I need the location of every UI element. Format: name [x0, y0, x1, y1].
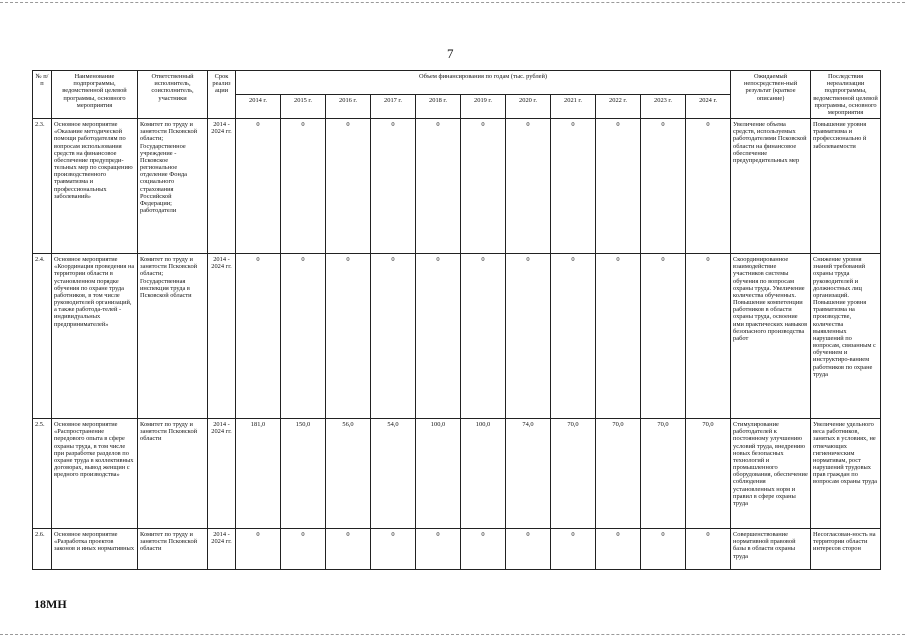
row-value: 0	[596, 529, 641, 570]
row-responsible: Комитет по труду и занятости Псковской области; Государственное учреждение - Псковское региональное отделение Фонда социального страхования Российской Федерации; работодатели	[138, 119, 208, 254]
table-row	[33, 529, 881, 570]
row-value: 0	[281, 254, 326, 419]
table-row	[33, 119, 881, 254]
row-value: 56,0	[326, 419, 371, 529]
table-row	[33, 419, 881, 529]
table-row	[33, 254, 881, 419]
row-value: 181,0	[236, 419, 281, 529]
row-value: 0	[641, 529, 686, 570]
header-num: № п/п	[33, 71, 52, 119]
header-year: 2016 г.	[326, 95, 371, 119]
row-value: 0	[326, 254, 371, 419]
row-value: 0	[281, 119, 326, 254]
footer-code: 18МН	[34, 597, 67, 611]
row-consequences: Снижение уровня знаний требований охраны труда руководителей и должностных лиц организаций. Повышение уровня травматизма на производстве, количества выявленных нарушений по вопросам, связанным с обучением и инструктиро-ванием работников по охране труда	[811, 254, 881, 419]
page-number: 7	[447, 46, 454, 61]
row-value: 0	[461, 119, 506, 254]
row-value: 70,0	[686, 419, 731, 529]
row-value: 0	[506, 119, 551, 254]
row-name: Основное мероприятие «Распространение передового опыта в сфере охраны труда, в том числе при разработке разделов по охране труда в коллективных договорах, вывод женщин с вредного производства»	[52, 419, 138, 529]
row-consequences: Повышение уровня травматизма и профессионально й заболеваемости	[811, 119, 881, 254]
row-value: 0	[596, 254, 641, 419]
row-result: Увеличение объема средств, используемых работодателями Псковской области на финансовое обеспечение предупредительных мер	[731, 119, 811, 254]
row-value: 70,0	[641, 419, 686, 529]
row-name: Основное мероприятие «Разработка проектов законов и иных нормативных	[52, 529, 138, 570]
header-result: Ожидаемый непосредствен-ный результат (краткое описание)	[731, 71, 811, 119]
row-value: 0	[461, 529, 506, 570]
row-value: 0	[551, 254, 596, 419]
row-consequences: Несогласован-ность на территории области интересов сторон	[811, 529, 881, 570]
row-value: 0	[416, 254, 461, 419]
row-value: 0	[236, 119, 281, 254]
row-num: 2.6.	[33, 529, 52, 570]
row-value: 150,0	[281, 419, 326, 529]
row-result: Скоординированное взаимодействие участников системы обучения по вопросам охраны труда. Увеличение количества обученных. Повышение компетенции работников в области охраны труда, освоение ими практических навыков безопасного производства работ	[731, 254, 811, 419]
row-term: 2014 - 2024 гг.	[208, 119, 236, 254]
header-year: 2024 г.	[686, 95, 731, 119]
row-responsible: Комитет по труду и занятости Псковской области; Государственная инспекция труда в Псковской области	[138, 254, 208, 419]
header-year: 2018 г.	[416, 95, 461, 119]
row-value: 0	[416, 529, 461, 570]
row-value: 100,0	[461, 419, 506, 529]
row-value: 0	[326, 119, 371, 254]
row-value: 0	[551, 119, 596, 254]
row-responsible: Комитет по труду и занятости Псковской области	[138, 419, 208, 529]
row-name: Основное мероприятие «Оказание методической помощи работодателям по вопросам использования средств на финансовое обеспечение предупреди-тельных мер по сокращению производственного травматизма и профессиональных заболеваний»	[52, 119, 138, 254]
row-value: 70,0	[596, 419, 641, 529]
row-value: 0	[686, 254, 731, 419]
row-value: 0	[686, 119, 731, 254]
header-year: 2017 г.	[371, 95, 416, 119]
row-term: 2014 - 2024 гг.	[208, 254, 236, 419]
header-year: 2021 г.	[551, 95, 596, 119]
row-value: 54,0	[371, 419, 416, 529]
header-consequences: Последствия нереализации подпрограммы, ведомственной целевой программы, основного мероприятия	[811, 71, 881, 119]
row-value: 0	[416, 119, 461, 254]
row-num: 2.4.	[33, 254, 52, 419]
row-value: 0	[371, 529, 416, 570]
row-value: 0	[506, 529, 551, 570]
header-responsible: Ответственный исполнитель, соисполнитель, участники	[138, 71, 208, 119]
row-value: 100,0	[416, 419, 461, 529]
scan-edge-top	[0, 2, 905, 3]
header-term: Срок реализ ации	[208, 71, 236, 119]
header-year: 2019 г.	[461, 95, 506, 119]
row-value: 0	[686, 529, 731, 570]
header-year: 2023 г.	[641, 95, 686, 119]
row-value: 0	[326, 529, 371, 570]
row-responsible: Комитет по труду и занятости Псковской области	[138, 529, 208, 570]
header-year: 2014 г.	[236, 95, 281, 119]
header-funding: Объем финансирования по годам (тыс. рублей)	[236, 71, 731, 95]
row-term: 2014 - 2024 гг.	[208, 529, 236, 570]
row-name: Основное мероприятие «Координация проведения на территории области в установленном порядке обучения по охране труда работников, в том числе руководителей организаций, а также работода-телей - индивидуальных предпринимателей»	[52, 254, 138, 419]
row-value: 0	[551, 529, 596, 570]
header-year: 2022 г.	[596, 95, 641, 119]
financing-table	[32, 70, 881, 570]
row-value: 0	[371, 254, 416, 419]
header-name: Наименование подпрограммы, ведомственной целевой программы, основного мероприятия	[52, 71, 138, 119]
row-value: 0	[641, 119, 686, 254]
row-value: 0	[236, 254, 281, 419]
header-row-top	[33, 71, 881, 95]
row-value: 0	[236, 529, 281, 570]
row-value: 74,0	[506, 419, 551, 529]
row-value: 0	[506, 254, 551, 419]
row-num: 2.3.	[33, 119, 52, 254]
header-year: 2020 г.	[506, 95, 551, 119]
row-consequences: Увеличение удельного веса работников, занятых в условиях, не отвечающих гигиеническим нормативам, рост нарушений трудовых прав граждан по вопросам охраны труда	[811, 419, 881, 529]
row-value: 0	[596, 119, 641, 254]
header-year: 2015 г.	[281, 95, 326, 119]
row-value: 70,0	[551, 419, 596, 529]
row-value: 0	[371, 119, 416, 254]
scan-edge-bottom	[0, 634, 905, 635]
row-term: 2014 - 2024 гг.	[208, 419, 236, 529]
row-value: 0	[641, 254, 686, 419]
row-result: Совершенствование нормативной правовой базы в области охраны труда	[731, 529, 811, 570]
row-num: 2.5.	[33, 419, 52, 529]
row-value: 0	[281, 529, 326, 570]
row-result: Стимулирование работодателей к постоянному улучшению условий труда, внедрению новых безопасных технологий и промышленного оборудования, обеспечение соблюдения установленных норм и правил в сфере охраны труда	[731, 419, 811, 529]
row-value: 0	[461, 254, 506, 419]
